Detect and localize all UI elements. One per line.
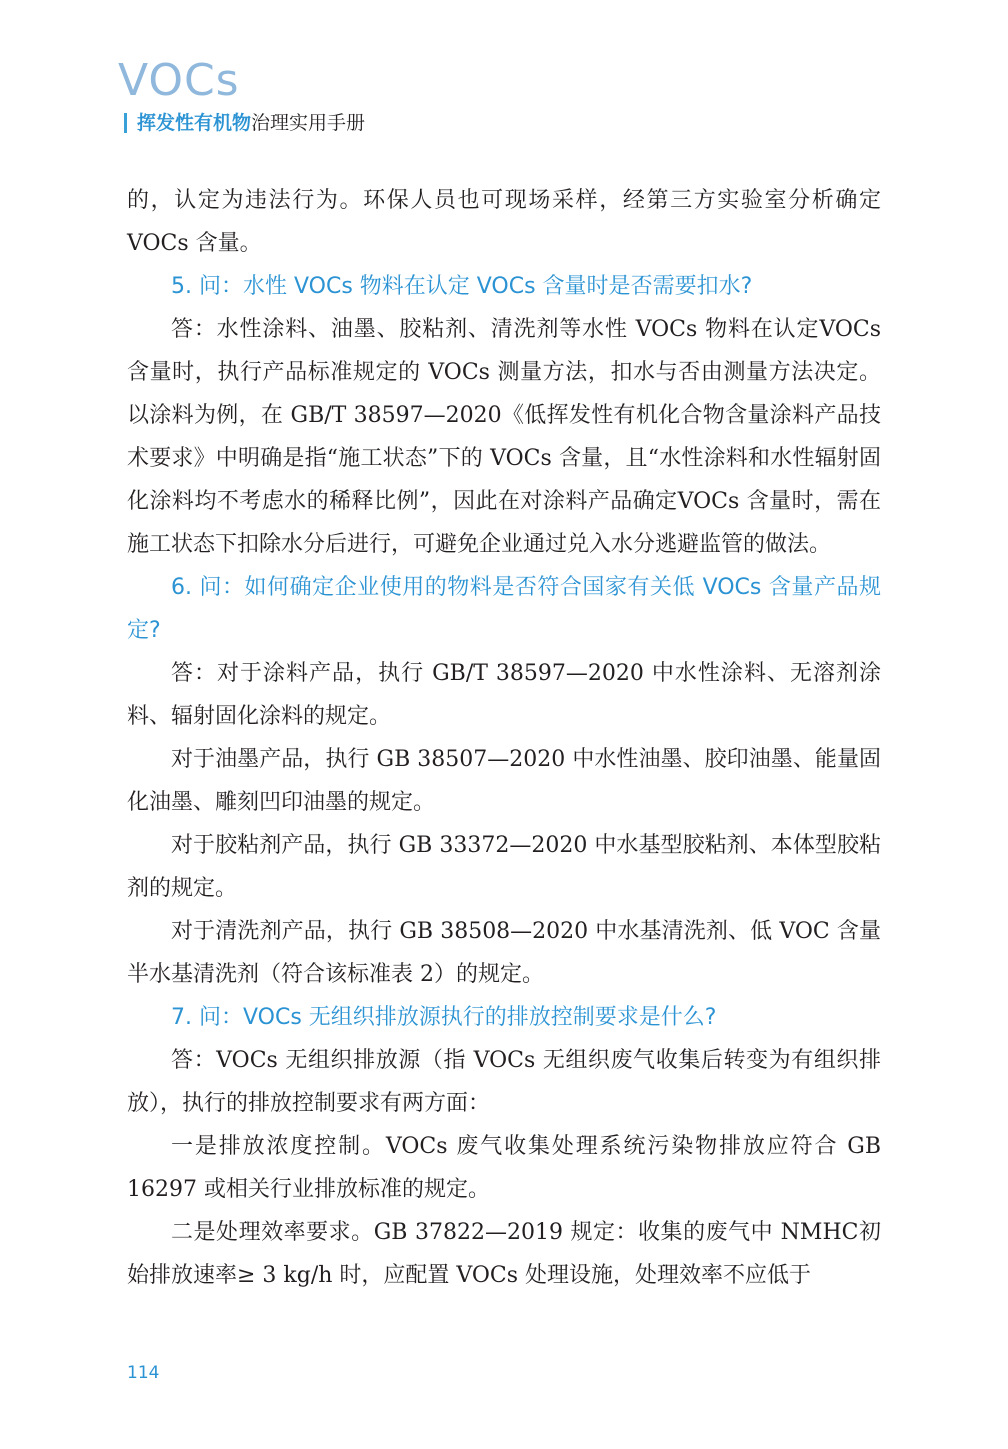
question-5: 5. 问：水性 VOCs 物料在认定 VOCs 含量时是否需要扣水? — [171, 274, 753, 299]
answer-7-efficiency: 二是处理效率要求。GB 37822—2019 规定：收集的废气中 NMHC初始排放速率≥ 3 kg/h 时，应配置 VOCs 处理设施，处理效率不应低于 — [127, 1220, 881, 1288]
subtitle-strong: 挥发性有机物 — [137, 112, 252, 134]
answer-7-intro: 答：VOCs 无组织排放源（指 VOCs 无组织废气收集后转变为有组织排放），执行的排放控制要求有两方面： — [127, 1048, 881, 1116]
question-7: 7. 问：VOCs 无组织排放源执行的排放控制要求是什么? — [171, 1005, 717, 1030]
brand-title: VOCs — [118, 55, 240, 106]
answer-5: 答：水性涂料、油墨、胶粘剂、清洗剂等水性 VOCs 物料在认定VOCs 含量时，执行产品标准规定的 VOCs 测量方法，扣水与否由测量方法决定。以涂料为例，在 GB/T 38597—2020《低挥发性有机化合物含量涂料产品技术要求》中明确是指“施工状态”下的 VOCs 含量，且“水性涂料和水性辐射固化涂料均不考虑水的稀释比例”，因此在对涂料产品确定VOCs 含量时，需在施工状态下扣除水分后进行，可避免企业通过兑入水分逃避监管的做法。 — [127, 317, 881, 557]
subtitle-accent-bar — [124, 113, 127, 133]
page-body — [127, 179, 881, 1297]
answer-6-adhesives: 对于胶粘剂产品，执行 GB 33372—2020 中水基型胶粘剂、本体型胶粘剂的规定。 — [127, 833, 881, 901]
page-number: 114 — [127, 1363, 160, 1383]
answer-6-inks: 对于油墨产品，执行 GB 38507—2020 中水性油墨、胶印油墨、能量固化油墨、雕刻凹印油墨的规定。 — [127, 747, 881, 815]
answer-7-concentration: 一是排放浓度控制。VOCs 废气收集处理系统污染物排放应符合 GB 16297 或相关行业排放标准的规定。 — [127, 1134, 881, 1202]
continuation-paragraph: 的，认定为违法行为。环保人员也可现场采样，经第三方实验室分析确定VOCs 含量。 — [127, 188, 881, 256]
answer-6-coatings: 答：对于涂料产品，执行 GB/T 38597—2020 中水性涂料、无溶剂涂料、辐射固化涂料的规定。 — [127, 661, 881, 729]
answer-6-cleaners: 对于清洗剂产品，执行 GB 38508—2020 中水基清洗剂、低 VOC 含量半水基清洗剂（符合该标准表 2）的规定。 — [127, 919, 881, 987]
subtitle-rest: 治理实用手册 — [251, 112, 366, 134]
book-subtitle — [124, 110, 365, 136]
question-6: 6. 问：如何确定企业使用的物料是否符合国家有关低 VOCs 含量产品规定? — [127, 575, 881, 643]
